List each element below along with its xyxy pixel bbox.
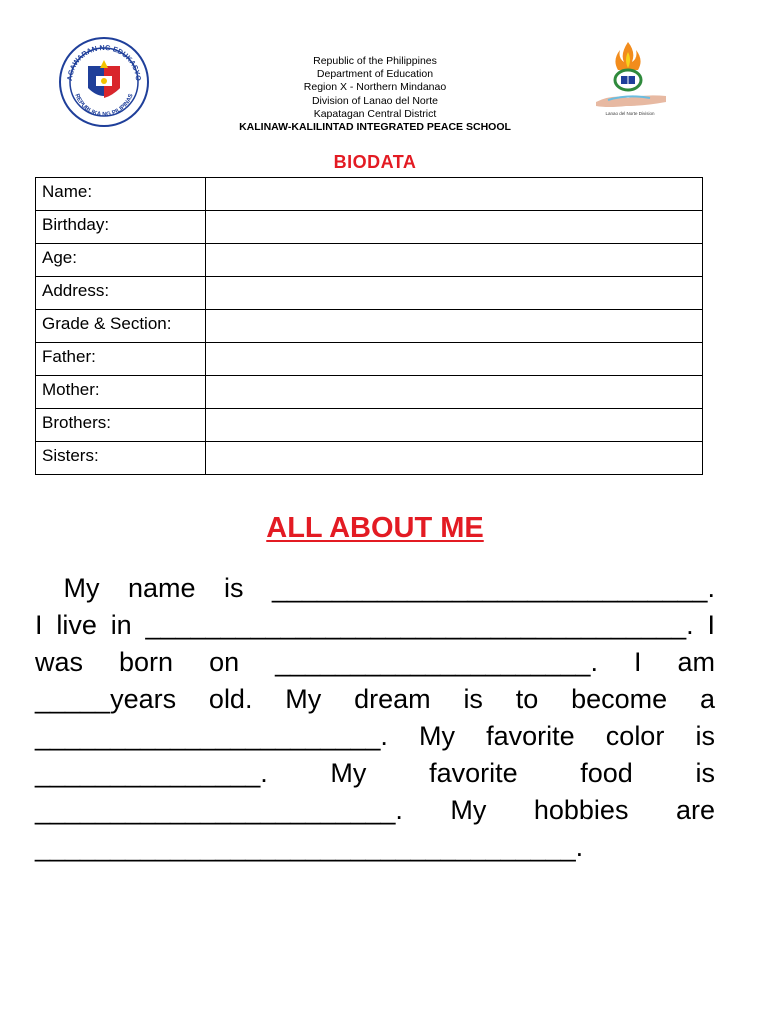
paragraph-word: dream [354, 684, 431, 714]
birthday-blank[interactable]: _____________________. [275, 647, 598, 677]
paragraph-word: My [419, 721, 455, 751]
age-blank[interactable]: _____years [35, 684, 177, 714]
paragraph-word: in [110, 610, 132, 640]
paragraph-word: My [330, 758, 367, 788]
all-about-me-title: ALL ABOUT ME [266, 512, 484, 544]
field-value-brothers[interactable] [206, 409, 703, 442]
name-blank[interactable]: _____________________________. [271, 573, 715, 603]
field-label-age: Age: [36, 244, 206, 277]
dream-blank[interactable]: _______________________. [35, 721, 388, 751]
header-line-division: Division of Lanao del Norte [311, 94, 439, 107]
field-value-grade-section[interactable] [206, 310, 703, 343]
table-row [36, 409, 703, 442]
biodata-title: BIODATA [333, 152, 417, 172]
paragraph-word: My [285, 684, 322, 714]
paragraph-line-6 [35, 755, 715, 792]
color-blank[interactable]: _______________. [35, 758, 268, 788]
hobbies-blank[interactable]: ____________________________________. [35, 832, 584, 862]
paragraph-word: old. [208, 684, 253, 714]
header-line-region: Region X - Northern Mindanao [303, 81, 447, 94]
field-value-name[interactable] [206, 178, 703, 211]
paragraph-word: born [119, 647, 174, 677]
paragraph-word: is [695, 721, 715, 751]
paragraph-word: I [707, 610, 715, 640]
paragraph-word: am [677, 647, 715, 677]
paragraph-line-5 [35, 718, 715, 755]
deped-seal-icon [58, 36, 150, 128]
table-row [36, 244, 703, 277]
table-row [36, 178, 703, 211]
table-row [36, 310, 703, 343]
field-label-name: Name: [36, 178, 206, 211]
division-logo-caption: Lanao del Norte Division [605, 111, 655, 116]
document-header [0, 0, 768, 140]
field-label-brothers: Brothers: [36, 409, 206, 442]
seal-bottom-text: REPUBLIKA NG PILIPINAS [73, 93, 135, 119]
field-value-birthday[interactable] [206, 211, 703, 244]
table-row [36, 343, 703, 376]
paragraph-word: is [463, 684, 483, 714]
table-row [36, 211, 703, 244]
paragraph-word: name [127, 573, 196, 603]
paragraph-word: live [56, 610, 97, 640]
field-label-grade-section: Grade & Section: [36, 310, 206, 343]
biodata-table [35, 177, 703, 475]
paragraph-line-7 [35, 792, 715, 829]
paragraph-word: favorite [486, 721, 575, 751]
address-blank[interactable]: ____________________________________. [145, 610, 694, 640]
field-value-sisters[interactable] [206, 442, 703, 475]
food-blank[interactable]: ________________________. [35, 795, 403, 825]
paragraph-word: to [515, 684, 539, 714]
header-line-republic: Republic of the Philippines [313, 55, 437, 67]
field-label-father: Father: [36, 343, 206, 376]
paragraph-word: food [580, 758, 633, 788]
header-line-district: Kapatagan Central District [313, 107, 437, 120]
lanao-del-norte-division-logo-icon [588, 36, 672, 120]
paragraph-word: My [63, 573, 100, 603]
field-label-mother: Mother: [36, 376, 206, 409]
paragraph-word: My [450, 795, 487, 825]
paragraph-word: favorite [429, 758, 518, 788]
seal-top-text: AGAWARAN NG EDUKASYO [64, 42, 144, 82]
field-value-address[interactable] [206, 277, 703, 310]
paragraph-word: become [571, 684, 668, 714]
header-text-block [200, 55, 550, 134]
paragraph-word: a [699, 684, 715, 714]
table-row [36, 442, 703, 475]
paragraph-word: color [605, 721, 665, 751]
paragraph-line-8 [35, 829, 715, 866]
paragraph-word: hobbies [533, 795, 629, 825]
field-value-mother[interactable] [206, 376, 703, 409]
school-name: KALINAW-KALILINTAD INTEGRATED PEACE SCHOOL [239, 121, 511, 134]
paragraph-line-4 [35, 681, 715, 718]
field-label-birthday: Birthday: [36, 211, 206, 244]
paragraph-line-2 [35, 607, 715, 644]
paragraph-line-3 [35, 644, 715, 681]
paragraph-word: was [35, 647, 84, 677]
table-row [36, 277, 703, 310]
paragraph-word: I [35, 610, 43, 640]
field-label-sisters: Sisters: [36, 442, 206, 475]
field-value-age[interactable] [206, 244, 703, 277]
paragraph-word: is [224, 573, 244, 603]
header-line-department: Department of Education [316, 68, 434, 81]
paragraph-word: is [695, 758, 715, 788]
paragraph-word: are [675, 795, 715, 825]
field-value-father[interactable] [206, 343, 703, 376]
all-about-me-paragraph [35, 570, 715, 866]
table-row [36, 376, 703, 409]
field-label-address: Address: [36, 277, 206, 310]
paragraph-line-1 [35, 570, 715, 607]
paragraph-word: on [209, 647, 240, 677]
paragraph-word: I [633, 647, 642, 677]
